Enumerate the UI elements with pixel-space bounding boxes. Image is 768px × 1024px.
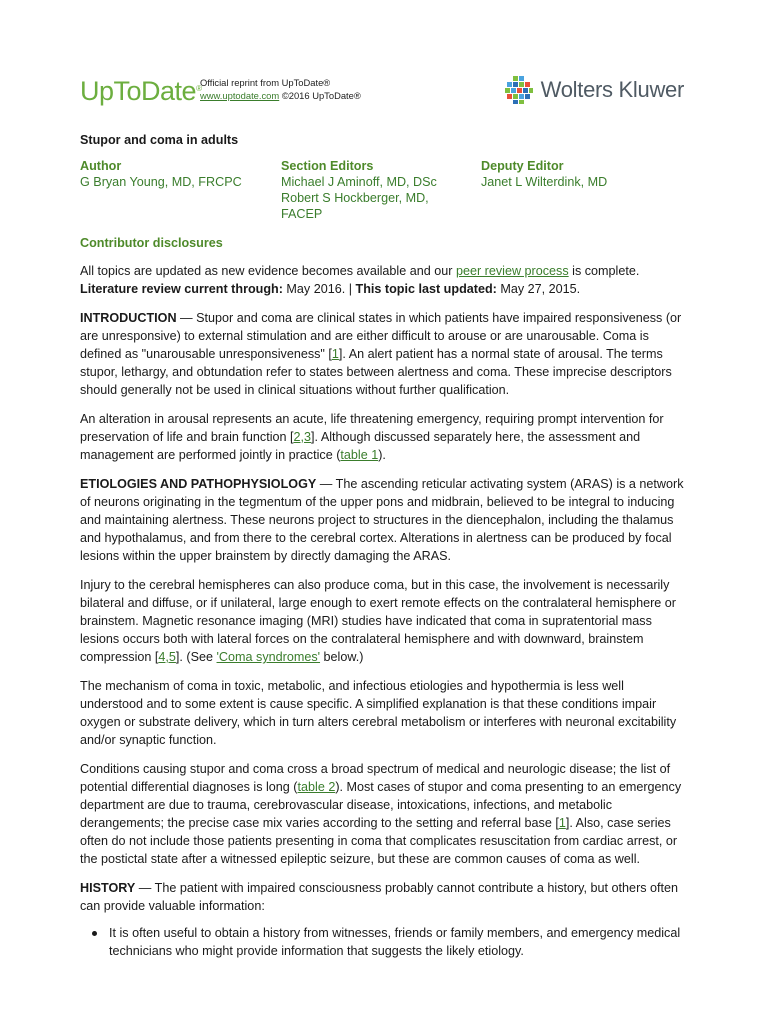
paragraph-text: — The ascending reticular activating system (ARAS) is a network of neurons originating in the tegmentum of the upper pons and midbrain, believed to be integral to inducing and maintaining alertness. These neurons project to structures in the diencephalon, including the thalamus and hypothalamus, and from there to the cerebral cortex. Alterations in alertness can be produced by focal lesions within the upper brainstem by directly damaging the ARAS. <box>80 477 684 563</box>
section-editors-heading: Section Editors <box>281 159 374 173</box>
reference-link[interactable]: 1 <box>331 347 339 361</box>
introduction-heading: INTRODUCTION <box>80 311 177 325</box>
reference-link[interactable]: 4,5 <box>158 650 176 664</box>
registered-mark: ® <box>196 84 202 93</box>
paragraph-text: ]. An alert patient has a normal state of arousal. The terms stupor, lethargy, and obtundation refer to states between alertness and coma. These imprecise descriptors should generally not be used in clinical situations without further qualification. <box>80 347 672 397</box>
mechanism-paragraph: The mechanism of coma in toxic, metabolic, and infectious etiologies and hypothermia is less well understood and to some extent is cause specific. A simplified explanation is that these conditions impair oxygen or substrate delivery, which in turn alters cerebral metabolism or interferes with neuronal excitability and/or synaptic function. <box>80 679 677 747</box>
paragraph-text: ). Most cases of stupor and coma presenting to an emergency department are due to trauma, cerebrovascular disease, intoxications, infections, and metabolic derangements; the precise case mix varies according to the setting and referral base [ <box>80 780 682 830</box>
section-editor-2[interactable]: Robert S Hockberger, MD, <box>281 191 429 205</box>
last-updated-label: This topic last updated: <box>355 282 497 296</box>
paragraph-text: — Stupor and coma are clinical states in which patients have impaired responsiveness (or are unresponsive) to external stimulation and are either difficult to arouse or are unarousable. Coma is defined as "unarousable unresponsiveness" [ <box>80 311 682 361</box>
reference-link[interactable]: 1 <box>558 816 566 830</box>
history-bullet-list <box>80 924 690 960</box>
list-item-text: It is often useful to obtain a history from witnesses, friends or family members, and emergency medical technicians who might provide information that suggests the likely etiology. <box>109 926 681 958</box>
review-status <box>80 262 690 298</box>
reprint-notice <box>200 76 361 102</box>
header <box>80 72 684 120</box>
reference-link[interactable]: 2,3 <box>293 430 312 444</box>
deputy-editor-column <box>481 158 681 190</box>
author-heading: Author <box>80 159 122 173</box>
paragraph-text: ]. (See <box>175 650 217 664</box>
review-text: All topics are updated as new evidence becomes available and our <box>80 264 456 278</box>
article-title: Stupor and coma in adults <box>80 133 239 147</box>
literature-review-date: May 2016. | <box>282 282 356 296</box>
history-paragraph <box>80 879 690 915</box>
paragraph-text: Conditions causing stupor and coma cross a broad spectrum of medical and neurologic disease; the list of potential differential diagnoses is long ( <box>80 762 671 794</box>
contributor-disclosures-link[interactable]: Contributor disclosures <box>80 236 223 250</box>
arousal-paragraph <box>80 410 690 464</box>
reprint-line: Official reprint from UpToDate® <box>200 77 331 88</box>
history-heading: HISTORY <box>80 881 136 895</box>
list-item <box>80 924 690 960</box>
deputy-editor-name[interactable]: Janet L Wilterdink, MD <box>481 175 608 189</box>
paragraph-text: below.) <box>320 650 364 664</box>
publisher-logo[interactable] <box>503 74 684 106</box>
introduction-paragraph <box>80 309 690 399</box>
paragraph-text: Injury to the cerebral hemispheres can also produce coma, but in this case, the involvement is necessarily bilateral and diffuse, or if unilateral, large enough to exert remote effects on the contralateral hemisphere or brainstem. Magnetic resonance imaging (MRI) studies have indicated that coma in supratentorial mass lesions occurs both with lateral forces on the contralateral hemisphere and with downward, brainstem compression [ <box>80 578 676 664</box>
etiology-heading: ETIOLOGIES AND PATHOPHYSIOLOGY <box>80 477 317 491</box>
deputy-editor-heading: Deputy Editor <box>481 159 564 173</box>
paragraph-text: — The patient with impaired consciousness probably cannot contribute a history, but others often can provide valuable information: <box>80 881 679 913</box>
conditions-paragraph <box>80 760 690 868</box>
section-editor-2-suffix[interactable]: FACEP <box>281 207 323 221</box>
paragraph-text: ]. Although discussed separately here, the assessment and management are performed jointly in practice ( <box>80 430 641 462</box>
section-editors-column <box>281 158 456 222</box>
table-1-link[interactable]: table 1 <box>340 448 379 462</box>
table-2-link[interactable]: table 2 <box>297 780 336 794</box>
section-editor-1[interactable]: Michael J Aminoff, MD, DSc <box>281 175 437 189</box>
paragraph-text: ]. Also, case series often do not include those patients presenting in coma that complicates resuscitation from cardiac arrest, or the postictal state after a witnessed epileptic seizure, but these are common causes of coma as well. <box>80 816 678 866</box>
etiology-paragraph <box>80 475 690 565</box>
wolters-kluwer-globe-icon <box>503 74 535 106</box>
uptodate-logo-text: UpToDate <box>80 76 197 106</box>
coma-syndromes-link[interactable]: 'Coma syndromes' <box>216 650 321 664</box>
hemisphere-paragraph <box>80 576 690 666</box>
peer-review-link[interactable]: peer review process <box>455 264 569 278</box>
bullet-icon <box>92 931 97 936</box>
paragraph-text: An alteration in arousal represents an acute, life threatening emergency, requiring prompt intervention for preservation of life and brain function [ <box>80 412 664 444</box>
publisher-name: Wolters Kluwer <box>540 77 684 102</box>
reprint-copyright: ©2016 UpToDate® <box>279 90 361 101</box>
literature-review-label: Literature review current through: <box>80 282 283 296</box>
author-name[interactable]: G Bryan Young, MD, FRCPC <box>80 175 242 189</box>
uptodate-logo[interactable] <box>80 76 201 106</box>
paragraph-text: ). <box>378 448 386 462</box>
article-body <box>80 262 690 960</box>
review-text-end: is complete. <box>568 264 640 278</box>
uptodate-url-link[interactable]: www.uptodate.com <box>200 90 280 101</box>
last-updated-date: May 27, 2015. <box>496 282 581 296</box>
author-column <box>80 158 270 190</box>
